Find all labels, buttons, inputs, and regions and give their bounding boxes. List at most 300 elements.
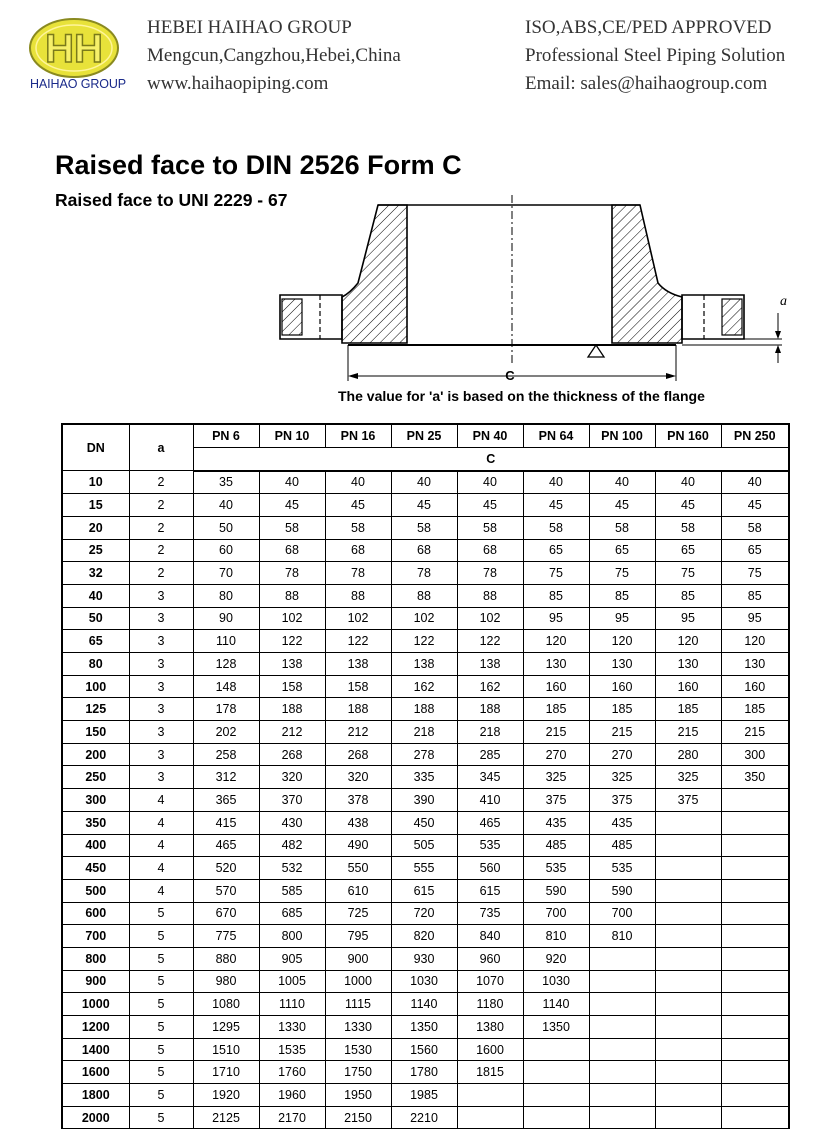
cell-c: 58: [457, 516, 523, 539]
cell-c: 45: [259, 494, 325, 517]
contact-email[interactable]: Email: sales@haihaogroup.com: [525, 73, 768, 94]
table-row: [62, 857, 789, 880]
cell-c: 58: [523, 516, 589, 539]
cell-c: 320: [259, 766, 325, 789]
cell-a: 5: [129, 1106, 193, 1129]
cell-c: [721, 993, 789, 1016]
cell-c: 300: [721, 743, 789, 766]
table-row: [62, 584, 789, 607]
cell-c: 218: [391, 721, 457, 744]
cell-c: 810: [523, 925, 589, 948]
cell-dn: 2000: [62, 1106, 129, 1129]
cell-c: 40: [259, 471, 325, 494]
cell-dn: 400: [62, 834, 129, 857]
cell-a: 2: [129, 539, 193, 562]
header-pressure-class: PN 40: [457, 424, 523, 447]
cell-c: 820: [391, 925, 457, 948]
cell-dn: 1800: [62, 1084, 129, 1107]
cell-c: 215: [721, 721, 789, 744]
cell-c: 138: [391, 653, 457, 676]
cell-c: 1115: [325, 993, 391, 1016]
table-row: [62, 494, 789, 517]
cell-dn: 350: [62, 811, 129, 834]
cell-a: 3: [129, 653, 193, 676]
cell-c: 185: [589, 698, 655, 721]
cell-c: 85: [655, 584, 721, 607]
table-row: [62, 1016, 789, 1039]
cell-c: 122: [325, 630, 391, 653]
header-pressure-class: PN 10: [259, 424, 325, 447]
cell-c: 65: [721, 539, 789, 562]
cell-c: 1350: [391, 1016, 457, 1039]
cell-c: 1080: [193, 993, 259, 1016]
cell-c: 375: [589, 789, 655, 812]
cell-c: 160: [721, 675, 789, 698]
cell-c: 2210: [391, 1106, 457, 1129]
cell-a: 3: [129, 630, 193, 653]
cell-c: [523, 1038, 589, 1061]
flange-drawing: [270, 195, 790, 385]
cell-dn: 25: [62, 539, 129, 562]
table-row: [62, 743, 789, 766]
cell-c: [523, 1061, 589, 1084]
cell-c: 268: [325, 743, 391, 766]
cell-c: 88: [457, 584, 523, 607]
cell-c: [655, 947, 721, 970]
cell-c: 1005: [259, 970, 325, 993]
cell-c: 130: [655, 653, 721, 676]
cell-c: 212: [325, 721, 391, 744]
cell-c: 700: [523, 902, 589, 925]
cell-c: 58: [655, 516, 721, 539]
cell-c: [721, 834, 789, 857]
cell-dn: 10: [62, 471, 129, 494]
cell-c: 268: [259, 743, 325, 766]
table-row: [62, 471, 789, 494]
cell-c: 1330: [259, 1016, 325, 1039]
cell-c: [589, 1084, 655, 1107]
cell-c: 102: [325, 607, 391, 630]
cell-c: 320: [325, 766, 391, 789]
cell-a: 3: [129, 607, 193, 630]
cell-dn: 125: [62, 698, 129, 721]
cell-c: 85: [523, 584, 589, 607]
cell-c: 1530: [325, 1038, 391, 1061]
slogan: Professional Steel Piping Solution: [525, 45, 786, 66]
cell-a: 2: [129, 471, 193, 494]
cell-dn: 700: [62, 925, 129, 948]
cell-dn: 500: [62, 879, 129, 902]
cell-c: 520: [193, 857, 259, 880]
cell-c: 40: [391, 471, 457, 494]
cell-c: 95: [655, 607, 721, 630]
cell-c: 535: [523, 857, 589, 880]
cell-c: 122: [457, 630, 523, 653]
cell-c: 615: [391, 879, 457, 902]
cell-c: 535: [589, 857, 655, 880]
cell-c: [721, 1084, 789, 1107]
cell-c: 85: [721, 584, 789, 607]
header-pressure-class: PN 64: [523, 424, 589, 447]
cell-c: 70: [193, 562, 259, 585]
cell-dn: 1200: [62, 1016, 129, 1039]
cell-c: 130: [721, 653, 789, 676]
cell-c: 40: [193, 494, 259, 517]
thickness-note: The value for 'a' is based on the thickness of the flange: [338, 388, 705, 404]
table-row: [62, 811, 789, 834]
cell-c: 65: [589, 539, 655, 562]
cell-c: [721, 925, 789, 948]
cell-c: 1560: [391, 1038, 457, 1061]
cell-c: 435: [523, 811, 589, 834]
cell-c: 535: [457, 834, 523, 857]
cell-c: 435: [589, 811, 655, 834]
cell-c: 65: [655, 539, 721, 562]
header-pressure-class: PN 16: [325, 424, 391, 447]
page-subtitle: Raised face to UNI 2229 - 67: [55, 190, 288, 210]
header-dn: DN: [62, 424, 129, 471]
cell-c: 128: [193, 653, 259, 676]
cell-c: [721, 1061, 789, 1084]
cell-c: 2150: [325, 1106, 391, 1129]
cell-c: 285: [457, 743, 523, 766]
cell-c: 120: [655, 630, 721, 653]
cell-c: 1295: [193, 1016, 259, 1039]
cell-c: 45: [391, 494, 457, 517]
cell-dn: 50: [62, 607, 129, 630]
cell-a: 4: [129, 857, 193, 880]
cell-c: 415: [193, 811, 259, 834]
cell-c: 1140: [523, 993, 589, 1016]
cell-dn: 65: [62, 630, 129, 653]
cell-c: 335: [391, 766, 457, 789]
cell-c: 1760: [259, 1061, 325, 1084]
cell-c: [457, 1084, 523, 1107]
cell-c: 58: [721, 516, 789, 539]
cell-c: 120: [721, 630, 789, 653]
cell-c: 215: [655, 721, 721, 744]
cell-a: 5: [129, 1084, 193, 1107]
cell-c: 840: [457, 925, 523, 948]
cell-c: 350: [721, 766, 789, 789]
cell-c: 1350: [523, 1016, 589, 1039]
header-pressure-class: PN 250: [721, 424, 789, 447]
cell-c: 1600: [457, 1038, 523, 1061]
cell-c: 1030: [523, 970, 589, 993]
cell-c: 880: [193, 947, 259, 970]
cell-c: 258: [193, 743, 259, 766]
cell-c: 325: [655, 766, 721, 789]
table-row: [62, 789, 789, 812]
cell-c: 102: [457, 607, 523, 630]
cell-c: 375: [523, 789, 589, 812]
table-row: [62, 653, 789, 676]
cell-dn: 100: [62, 675, 129, 698]
table-row: [62, 1084, 789, 1107]
cell-a: 4: [129, 789, 193, 812]
cell-a: 5: [129, 993, 193, 1016]
cell-c: 1950: [325, 1084, 391, 1107]
cell-c: [589, 993, 655, 1016]
cell-c: 980: [193, 970, 259, 993]
cell-a: 2: [129, 516, 193, 539]
cell-c: 40: [655, 471, 721, 494]
cell-c: 212: [259, 721, 325, 744]
cell-c: [457, 1106, 523, 1129]
cell-c: 485: [589, 834, 655, 857]
table-row: [62, 698, 789, 721]
cell-c: 202: [193, 721, 259, 744]
cell-c: 138: [259, 653, 325, 676]
cell-c: 138: [457, 653, 523, 676]
cell-a: 4: [129, 811, 193, 834]
cell-c: 45: [589, 494, 655, 517]
cell-c: 610: [325, 879, 391, 902]
cell-c: 270: [523, 743, 589, 766]
cell-a: 2: [129, 562, 193, 585]
cell-c: 370: [259, 789, 325, 812]
cell-c: [655, 834, 721, 857]
table-row: [62, 516, 789, 539]
cell-c: 58: [391, 516, 457, 539]
cell-dn: 20: [62, 516, 129, 539]
cell-c: [589, 1038, 655, 1061]
cell-c: 75: [655, 562, 721, 585]
cell-c: 930: [391, 947, 457, 970]
cell-c: 465: [457, 811, 523, 834]
cell-c: 1070: [457, 970, 523, 993]
cell-c: 95: [589, 607, 655, 630]
cell-c: 800: [259, 925, 325, 948]
cell-c: 430: [259, 811, 325, 834]
cell-c: 325: [523, 766, 589, 789]
table-row: [62, 993, 789, 1016]
table-row: [62, 721, 789, 744]
cell-a: 4: [129, 879, 193, 902]
cell-c: 218: [457, 721, 523, 744]
cell-c: 78: [391, 562, 457, 585]
cell-c: 375: [655, 789, 721, 812]
cell-c: 75: [721, 562, 789, 585]
cell-c: 40: [457, 471, 523, 494]
cell-a: 3: [129, 584, 193, 607]
cell-a: 3: [129, 698, 193, 721]
cell-c: 68: [457, 539, 523, 562]
cell-c: 1030: [391, 970, 457, 993]
cell-c: 158: [259, 675, 325, 698]
cell-c: 1985: [391, 1084, 457, 1107]
cell-c: 555: [391, 857, 457, 880]
table-row: [62, 607, 789, 630]
cell-c: 40: [721, 471, 789, 494]
cell-c: 1750: [325, 1061, 391, 1084]
cell-c: 450: [391, 811, 457, 834]
cell-dn: 32: [62, 562, 129, 585]
cell-c: 485: [523, 834, 589, 857]
cell-dn: 150: [62, 721, 129, 744]
cell-c: 1140: [391, 993, 457, 1016]
cell-dn: 600: [62, 902, 129, 925]
cell-c: [655, 1084, 721, 1107]
cell-c: 90: [193, 607, 259, 630]
cell-dn: 1600: [62, 1061, 129, 1084]
cell-c: [655, 879, 721, 902]
cell-c: 162: [391, 675, 457, 698]
cell-c: 160: [589, 675, 655, 698]
cell-dn: 1000: [62, 993, 129, 1016]
cell-c: 590: [589, 879, 655, 902]
cell-c: 280: [655, 743, 721, 766]
cell-dn: 250: [62, 766, 129, 789]
cell-c: 1780: [391, 1061, 457, 1084]
cell-c: [721, 1106, 789, 1129]
cell-c: 700: [589, 902, 655, 925]
table-row: [62, 766, 789, 789]
cell-c: 78: [259, 562, 325, 585]
dimension-a-label: a: [780, 294, 787, 309]
cell-c: 532: [259, 857, 325, 880]
cell-c: 45: [457, 494, 523, 517]
dimension-c-label: C: [505, 368, 515, 383]
cell-c: 560: [457, 857, 523, 880]
cell-c: [655, 902, 721, 925]
cell-a: 5: [129, 925, 193, 948]
cell-c: 1960: [259, 1084, 325, 1107]
cell-c: 1110: [259, 993, 325, 1016]
header-c: C: [193, 447, 789, 470]
cell-c: 775: [193, 925, 259, 948]
cell-c: 278: [391, 743, 457, 766]
table-row: [62, 970, 789, 993]
cell-c: [721, 1038, 789, 1061]
cell-c: 45: [523, 494, 589, 517]
cell-c: 1815: [457, 1061, 523, 1084]
cell-c: [523, 1106, 589, 1129]
cell-c: 45: [721, 494, 789, 517]
cell-c: 920: [523, 947, 589, 970]
cell-c: [721, 857, 789, 880]
cell-c: 2170: [259, 1106, 325, 1129]
table-row: [62, 1061, 789, 1084]
cell-a: 3: [129, 766, 193, 789]
cell-dn: 40: [62, 584, 129, 607]
cell-c: [655, 1038, 721, 1061]
cell-c: 345: [457, 766, 523, 789]
cell-a: 2: [129, 494, 193, 517]
cell-c: 570: [193, 879, 259, 902]
logo-letters: HH: [45, 27, 103, 71]
cell-dn: 15: [62, 494, 129, 517]
company-website[interactable]: www.haihaopiping.com: [147, 73, 329, 94]
cell-c: 88: [259, 584, 325, 607]
cell-c: 68: [259, 539, 325, 562]
cell-c: 1710: [193, 1061, 259, 1084]
cell-c: 795: [325, 925, 391, 948]
cell-c: 550: [325, 857, 391, 880]
cell-c: 68: [325, 539, 391, 562]
cell-c: 590: [523, 879, 589, 902]
cell-c: [655, 1061, 721, 1084]
cell-c: 85: [589, 584, 655, 607]
cell-c: 160: [523, 675, 589, 698]
cell-a: 3: [129, 743, 193, 766]
cell-c: 188: [259, 698, 325, 721]
cell-c: [721, 789, 789, 812]
cell-c: 215: [589, 721, 655, 744]
cell-c: 1920: [193, 1084, 259, 1107]
cell-c: 160: [655, 675, 721, 698]
cell-c: 1000: [325, 970, 391, 993]
cell-c: 270: [589, 743, 655, 766]
cell-c: 162: [457, 675, 523, 698]
cell-c: [589, 1016, 655, 1039]
cell-c: 88: [391, 584, 457, 607]
cell-c: 75: [523, 562, 589, 585]
cell-c: 75: [589, 562, 655, 585]
cell-a: 5: [129, 947, 193, 970]
cell-a: 5: [129, 1016, 193, 1039]
header-a: a: [129, 424, 193, 471]
cell-c: 148: [193, 675, 259, 698]
cell-c: 1330: [325, 1016, 391, 1039]
cell-c: 78: [457, 562, 523, 585]
cell-c: 188: [325, 698, 391, 721]
cell-c: 102: [391, 607, 457, 630]
cell-c: 188: [457, 698, 523, 721]
cell-dn: 300: [62, 789, 129, 812]
cell-c: [523, 1084, 589, 1107]
cell-c: [655, 1106, 721, 1129]
cell-c: 215: [523, 721, 589, 744]
cell-c: 78: [325, 562, 391, 585]
table-row: [62, 1106, 789, 1129]
cell-c: 65: [523, 539, 589, 562]
cell-c: 1535: [259, 1038, 325, 1061]
cell-c: 80: [193, 584, 259, 607]
cell-c: 490: [325, 834, 391, 857]
cell-c: [655, 993, 721, 1016]
cell-c: 45: [655, 494, 721, 517]
cell-c: 1510: [193, 1038, 259, 1061]
cell-c: 365: [193, 789, 259, 812]
cell-c: 505: [391, 834, 457, 857]
cell-c: 185: [721, 698, 789, 721]
cell-c: 40: [589, 471, 655, 494]
cell-c: 40: [325, 471, 391, 494]
cell-c: 58: [259, 516, 325, 539]
table-row: [62, 834, 789, 857]
cell-c: 378: [325, 789, 391, 812]
cell-a: 5: [129, 902, 193, 925]
cell-c: 900: [325, 947, 391, 970]
header-pressure-class: PN 100: [589, 424, 655, 447]
cell-c: 120: [523, 630, 589, 653]
cell-c: 185: [523, 698, 589, 721]
cell-c: 188: [391, 698, 457, 721]
table-row: [62, 1038, 789, 1061]
table-row: [62, 947, 789, 970]
cell-c: 95: [721, 607, 789, 630]
header-pressure-class: PN 6: [193, 424, 259, 447]
cell-c: 2125: [193, 1106, 259, 1129]
cell-c: [721, 970, 789, 993]
cell-c: 735: [457, 902, 523, 925]
cell-c: 615: [457, 879, 523, 902]
cell-c: [655, 1016, 721, 1039]
cell-c: 50: [193, 516, 259, 539]
company-location: Mengcun,Cangzhou,Hebei,China: [147, 45, 401, 66]
cell-c: 482: [259, 834, 325, 857]
